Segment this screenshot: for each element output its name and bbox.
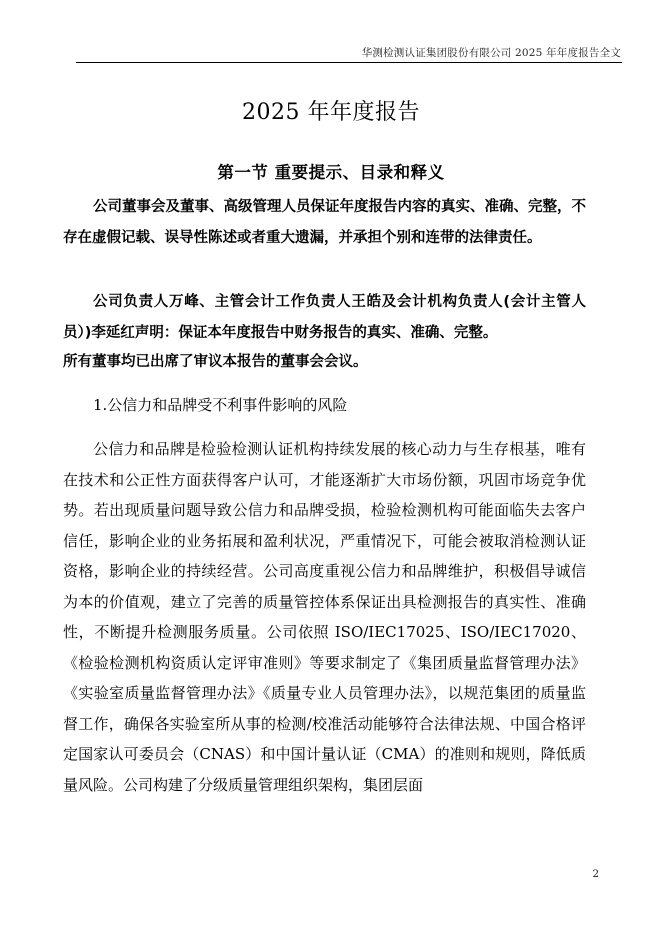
running-header: 华测检测认证集团股份有限公司 2025 年年度报告全文 [361, 47, 621, 59]
risk-heading: 1.公信力和品牌受不利事件影响的风险 [93, 396, 348, 414]
risk-body-paragraph: 公信力和品牌是检验检测认证机构持续发展的核心动力与生存根基，唯有在技术和公正性方面获得客户认可，才能逐渐扩大市场份额，巩固市场竞争优势。若出现质量问题导致公信力和品牌受损，检验检测机构可能面临失去客户信任，影响企业的业务拓展和盈利状况，严重情况下，可能会被取消检测认证资格，影响企业的持续经营。公司高度重视公信力和品牌维护，积极倡导诚信为本的价值观，建立了完善的质量管控体系保证出具检测报告的真实性、准确性，不断提升检测服务质量。公司依照 ISO/IEC17025、ISO/IEC17020、《检验检测机构资质认定评审准则》等要求制定了《集团质量监督管理办法》《实验室质量监督管理办法》《质量专业人员管理办法》，以规范集团的质量监督工作，确保各实验室所从事的检测/校准活动能够符合法律法规、中国合格评定国家认可委员会（CNAS）和中国计量认证（CMA）的准则和规则，降低质量风险。公司构建了分级质量管理组织架构，集团层面 [63, 440, 586, 794]
section-title: 第一节 重要提示、目录和释义 [217, 162, 445, 182]
director-attendance-statement: 所有董事均已出席了审议本报告的董事会会议。 [63, 354, 368, 370]
responsible-persons-statement: 公司负责人万峰、主管会计工作负责人王皓及会计机构负责人(会计主管人员）)李延红声明：保证本年度报告中财务报告的真实、准确、完整。 [63, 294, 586, 341]
document-title: 2025 年年度报告 [242, 99, 420, 125]
header-divider [76, 62, 622, 63]
page-number: 2 [592, 868, 599, 880]
board-statement-paragraph: 公司董事会及董事、高级管理人员保证年度报告内容的真实、准确、完整，不存在虚假记载、误导性陈述或者重大遗漏，并承担个别和连带的法律责任。 [63, 199, 586, 246]
